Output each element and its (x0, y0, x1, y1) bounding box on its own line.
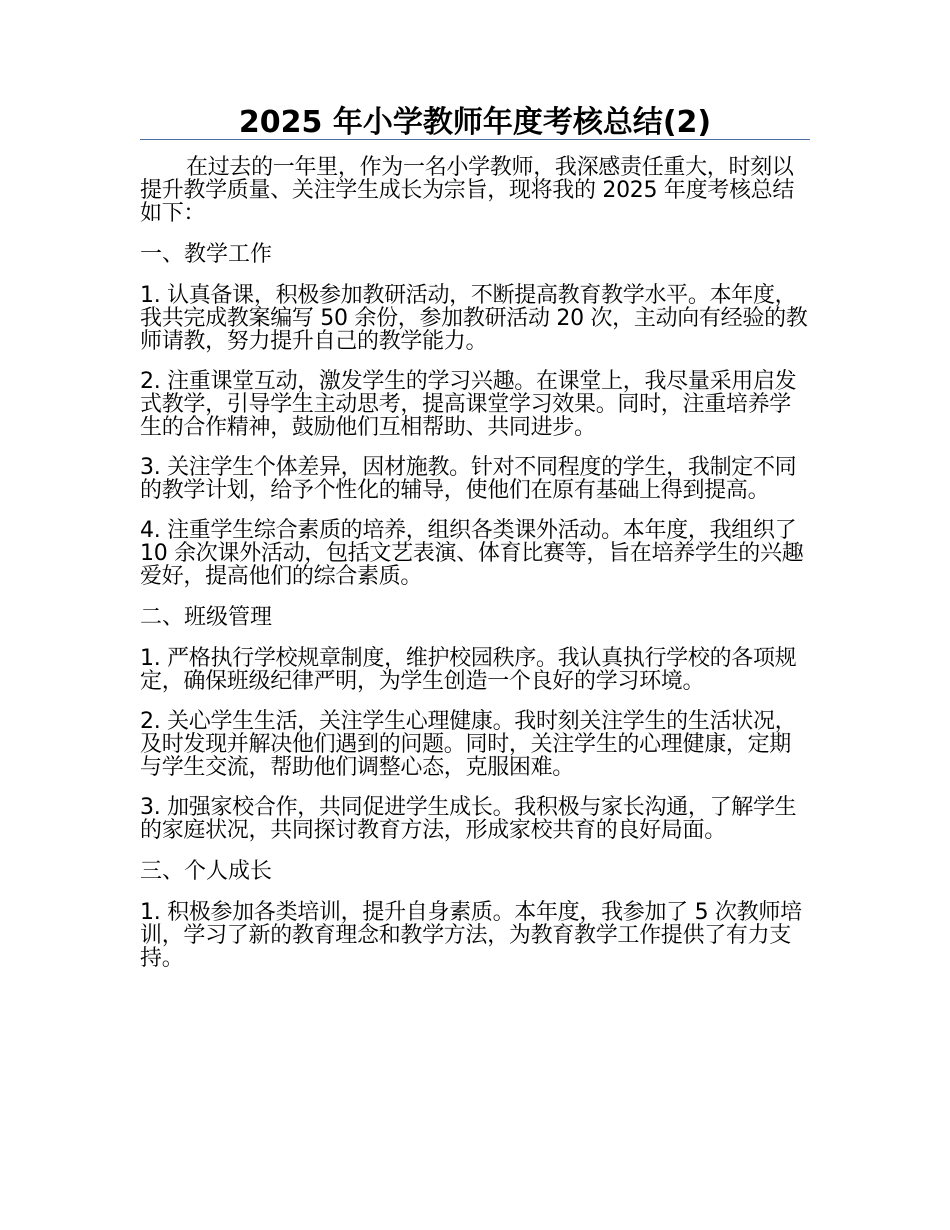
list-item: 1. 积极参加各类培训，提升自身素质。本年度，我参加了 5 次教师培训，学习了新的教育理念和教学方法，为教育教学工作提供了有力支持。 (140, 900, 802, 971)
list-item: 1. 严格执行学校规章制度，维护校园秩序。我认真执行学校的各项规定，确保班级纪律严明，为学生创造一个良好的学习环境。 (140, 646, 797, 694)
intro-paragraph: 在过去的一年里，作为一名小学教师，我深感责任重大，时刻以提升教学质量、关注学生成长为宗旨，现将我的 2025 年度考核总结如下： (140, 155, 795, 226)
list-item: 2. 关心学生生活，关注学生心理健康。我时刻关注学生的生活状况，及时发现并解决他们遇到的问题。同时，关注学生的心理健康，定期与学生交流，帮助他们调整心态，克服困难。 (140, 709, 797, 780)
list-item: 3. 关注学生个体差异，因材施教。针对不同程度的学生，我制定不同的教学计划，给予个性化的辅导，使他们在原有基础上得到提高。 (140, 455, 797, 503)
document-body (140, 156, 810, 987)
list-item: 2. 注重课堂互动，激发学生的学习兴趣。在课堂上，我尽量采用启发式教学，引导学生主动思考，提高课堂学习效果。同时，注重培养学生的合作精神，鼓励他们互相帮助、共同进步。 (140, 369, 797, 440)
section-heading-personal-growth: 三、个人成长 (140, 859, 273, 884)
list-item: 4. 注重学生综合素质的培养，组织各类课外活动。本年度，我组织了 10 余次课外活动，包括文艺表演、体育比赛等，旨在培养学生的兴趣爱好，提高他们的综合素质。 (140, 518, 804, 589)
section-heading-class-management: 二、班级管理 (140, 605, 273, 630)
title-underline (140, 139, 810, 140)
document-title: 2025 年小学教师年度考核总结(2) (238, 105, 712, 140)
list-item: 3. 加强家校合作，共同促进学生成长。我积极与家长沟通，了解学生的家庭状况，共同探讨教育方法，形成家校共育的良好局面。 (140, 795, 797, 843)
list-item: 1. 认真备课，积极参加教研活动，不断提高教育教学水平。本年度，我共完成教案编写 50 余份，参加教研活动 20 次，主动向有经验的教师请教，努力提升自己的教学能力。 (140, 283, 808, 354)
section-heading-teaching: 一、教学工作 (140, 242, 273, 267)
